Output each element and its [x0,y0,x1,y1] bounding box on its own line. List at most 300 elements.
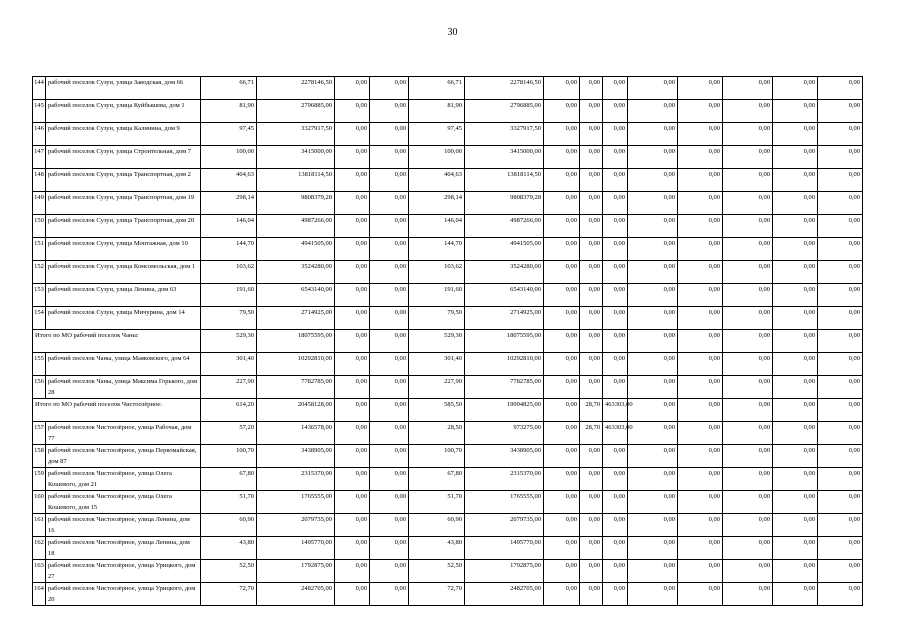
value-cell: 0,00 [678,491,723,514]
value-cell: 0,00 [335,215,370,238]
value-cell: 0,00 [544,353,580,376]
value-cell: 0,00 [678,468,723,491]
value-cell: 0,00 [628,514,678,537]
value-cell: 0,00 [723,146,773,169]
value-cell: 0,00 [678,560,723,583]
value-cell: 0,00 [818,560,863,583]
value-cell: 0,00 [335,445,370,468]
value-cell: 28,70 [580,399,603,422]
row-number: 149 [33,192,46,215]
value-cell: 0,00 [335,261,370,284]
value-cell: 3524280,00 [465,261,544,284]
row-number: 163 [33,560,46,583]
value-cell: 60,90 [409,514,465,537]
value-cell: 3438905,00 [465,445,544,468]
value-cell: 0,00 [773,514,818,537]
value-cell: 0,00 [370,238,409,261]
address-cell: рабочий поселок Сузун, улица Транспортная, дом 20 [46,215,201,238]
value-cell: 0,00 [544,146,580,169]
value-cell: 0,00 [628,261,678,284]
value-cell: 0,00 [628,77,678,100]
value-cell: 0,00 [678,284,723,307]
value-cell: 100,70 [201,445,257,468]
address-cell: рабочий поселок Чистоозёрное, улица Олега Кошевого, дом 15 [46,491,201,514]
value-cell: 404,63 [409,169,465,192]
value-cell: 0,00 [723,491,773,514]
value-cell: 0,00 [818,491,863,514]
row-number: 152 [33,261,46,284]
value-cell: 0,00 [580,123,603,146]
value-cell: 0,00 [544,468,580,491]
address-cell: рабочий поселок Чистоозёрное, улица Олега Кошевого, дом 21 [46,468,201,491]
address-cell: рабочий поселок Чистоозёрное, улица Рабочая, дом 77 [46,422,201,445]
value-cell: 0,00 [580,330,603,353]
value-cell: 0,00 [603,261,628,284]
value-cell: 0,00 [628,330,678,353]
value-cell: 0,00 [370,100,409,123]
value-cell: 0,00 [723,123,773,146]
value-cell: 0,00 [773,77,818,100]
address-cell: рабочий поселок Чистоозёрное, улица Ленина, дом 18 [46,537,201,560]
value-cell: 0,00 [335,238,370,261]
table-row [33,399,863,422]
value-cell: 18075595,00 [465,330,544,353]
value-cell: 0,00 [628,537,678,560]
value-cell: 0,00 [370,583,409,606]
value-cell: 1495770,00 [257,537,335,560]
value-cell: 0,00 [544,238,580,261]
value-cell: 0,00 [335,376,370,399]
value-cell: 0,00 [580,514,603,537]
value-cell: 0,00 [723,399,773,422]
value-cell: 0,00 [773,399,818,422]
value-cell: 0,00 [628,146,678,169]
value-cell: 0,00 [370,261,409,284]
row-number: 153 [33,284,46,307]
value-cell: 0,00 [603,514,628,537]
value-cell: 0,00 [603,468,628,491]
value-cell: 81,90 [409,100,465,123]
value-cell: 0,00 [723,192,773,215]
value-cell: 79,50 [409,307,465,330]
value-cell: 0,00 [818,238,863,261]
value-cell: 0,00 [628,284,678,307]
value-cell: 0,00 [773,169,818,192]
value-cell: 144,70 [409,238,465,261]
address-cell: рабочий поселок Сузун, улица Заводская, дом 66 [46,77,201,100]
value-cell: 0,00 [603,100,628,123]
value-cell: 0,00 [370,353,409,376]
value-cell: 0,00 [678,353,723,376]
table-row [33,100,863,123]
value-cell: 0,00 [723,215,773,238]
value-cell: 28,70 [580,422,603,445]
row-number: 150 [33,215,46,238]
value-cell: 67,80 [409,468,465,491]
value-cell: 7782785,00 [465,376,544,399]
value-cell: 0,00 [335,192,370,215]
value-cell: 2482705,00 [465,583,544,606]
value-cell: 67,80 [201,468,257,491]
value-cell: 0,00 [628,123,678,146]
value-cell: 0,00 [335,307,370,330]
value-cell: 0,00 [544,284,580,307]
value-cell: 0,00 [603,238,628,261]
table-row [33,307,863,330]
value-cell: 52,50 [409,560,465,583]
value-cell: 529,30 [201,330,257,353]
value-cell: 66,71 [201,77,257,100]
value-cell: 6543140,00 [465,284,544,307]
value-cell: 100,00 [201,146,257,169]
value-cell: 0,00 [773,215,818,238]
value-cell: 0,00 [628,422,678,445]
row-number: 148 [33,169,46,192]
value-cell: 51,70 [409,491,465,514]
value-cell: 0,00 [580,537,603,560]
value-cell: 2714925,00 [257,307,335,330]
value-cell: 0,00 [773,468,818,491]
value-cell: 0,00 [773,100,818,123]
value-cell: 0,00 [544,583,580,606]
value-cell: 0,00 [678,192,723,215]
value-cell: 0,00 [773,537,818,560]
value-cell: 0,00 [678,169,723,192]
row-number: 145 [33,100,46,123]
value-cell: 0,00 [544,169,580,192]
value-cell: 0,00 [818,514,863,537]
value-cell: 0,00 [773,284,818,307]
row-number: 144 [33,77,46,100]
value-cell: 0,00 [603,169,628,192]
value-cell: 60,90 [201,514,257,537]
value-cell: 2482705,00 [257,583,335,606]
value-cell: 0,00 [335,491,370,514]
value-cell: 0,00 [818,123,863,146]
value-cell: 0,00 [370,215,409,238]
address-cell: рабочий поселок Сузун, улица Ленина, дом 63 [46,284,201,307]
table-row [33,77,863,100]
row-number: 154 [33,307,46,330]
value-cell: 0,00 [335,560,370,583]
table-row [33,422,863,445]
value-cell: 0,00 [628,353,678,376]
value-cell: 0,00 [678,215,723,238]
value-cell: 3327917,50 [465,123,544,146]
value-cell: 0,00 [370,123,409,146]
value-cell: 0,00 [628,445,678,468]
value-cell: 0,00 [335,77,370,100]
value-cell: 0,00 [818,261,863,284]
table-row [33,169,863,192]
value-cell: 0,00 [544,100,580,123]
value-cell: 298,14 [409,192,465,215]
value-cell: 0,00 [335,169,370,192]
value-cell: 614,20 [201,399,257,422]
value-cell: 0,00 [818,192,863,215]
value-cell: 0,00 [603,284,628,307]
value-cell: 0,00 [723,422,773,445]
address-cell: рабочий поселок Сузун, улица Транспортная, дом 19 [46,192,201,215]
value-cell: 0,00 [544,560,580,583]
value-cell: 0,00 [678,445,723,468]
value-cell: 0,00 [723,468,773,491]
data-table [32,76,863,606]
value-cell: 103,62 [201,261,257,284]
value-cell: 20458128,00 [257,399,335,422]
value-cell: 18075595,00 [257,330,335,353]
value-cell: 1792875,00 [465,560,544,583]
row-number: 162 [33,537,46,560]
value-cell: 43,80 [201,537,257,560]
address-cell: рабочий поселок Чистоозёрное, улица Ленина, дом 16 [46,514,201,537]
value-cell: 0,00 [580,353,603,376]
row-number: 156 [33,376,46,399]
value-cell: 6543140,00 [257,284,335,307]
value-cell: 0,00 [723,376,773,399]
value-cell: 0,00 [723,284,773,307]
value-cell: 13818114,50 [465,169,544,192]
value-cell: 0,00 [335,330,370,353]
value-cell: 0,00 [370,169,409,192]
value-cell: 0,00 [678,307,723,330]
value-cell: 0,00 [628,307,678,330]
value-cell: 1436578,00 [257,422,335,445]
value-cell: 227,90 [409,376,465,399]
value-cell: 100,70 [409,445,465,468]
value-cell: 191,60 [201,284,257,307]
table-row [33,330,863,353]
table-row [33,560,863,583]
value-cell: 0,00 [603,376,628,399]
value-cell: 3524280,00 [257,261,335,284]
value-cell: 66,71 [409,77,465,100]
value-cell: 0,00 [544,376,580,399]
value-cell: 0,00 [370,491,409,514]
value-cell: 2079735,00 [465,514,544,537]
value-cell: 0,00 [580,560,603,583]
value-cell: 0,00 [723,445,773,468]
value-cell: 0,00 [580,491,603,514]
value-cell: 72,70 [409,583,465,606]
value-cell: 529,30 [409,330,465,353]
value-cell: 0,00 [580,215,603,238]
value-cell: 0,00 [580,100,603,123]
value-cell: 0,00 [628,376,678,399]
value-cell: 0,00 [773,583,818,606]
value-cell: 0,00 [818,215,863,238]
value-cell: 0,00 [773,261,818,284]
value-cell: 0,00 [580,445,603,468]
table-row [33,123,863,146]
value-cell: 0,00 [818,422,863,445]
value-cell: 0,00 [370,376,409,399]
value-cell: 0,00 [628,468,678,491]
value-cell: 0,00 [580,169,603,192]
address-cell: рабочий поселок Сузун, улица Мичурина, дом 14 [46,307,201,330]
value-cell: 57,20 [201,422,257,445]
value-cell: 0,00 [335,583,370,606]
value-cell: 0,00 [628,215,678,238]
subtotal-label: Итого по МО рабочий поселок Чаны: [33,330,201,353]
value-cell: 463303,00 [603,422,628,445]
value-cell: 4941505,00 [257,238,335,261]
value-cell: 0,00 [544,491,580,514]
value-cell: 0,00 [544,307,580,330]
value-cell: 0,00 [603,583,628,606]
value-cell: 0,00 [370,77,409,100]
value-cell: 0,00 [370,307,409,330]
row-number: 151 [33,238,46,261]
value-cell: 43,80 [409,537,465,560]
value-cell: 0,00 [603,353,628,376]
row-number: 157 [33,422,46,445]
value-cell: 0,00 [335,422,370,445]
value-cell: 0,00 [544,123,580,146]
value-cell: 0,00 [580,583,603,606]
value-cell: 0,00 [678,514,723,537]
value-cell: 0,00 [773,123,818,146]
value-cell: 0,00 [773,330,818,353]
value-cell: 0,00 [603,330,628,353]
value-cell: 0,00 [580,146,603,169]
table-row [33,468,863,491]
value-cell: 9808379,28 [257,192,335,215]
value-cell: 0,00 [370,146,409,169]
value-cell: 52,50 [201,560,257,583]
value-cell: 0,00 [603,215,628,238]
value-cell: 2278146,50 [465,77,544,100]
value-cell: 0,00 [678,376,723,399]
value-cell: 0,00 [723,514,773,537]
value-cell: 0,00 [723,330,773,353]
value-cell: 0,00 [544,192,580,215]
value-cell: 463303,00 [603,399,628,422]
value-cell: 0,00 [678,330,723,353]
value-cell: 146,04 [409,215,465,238]
value-cell: 0,00 [818,146,863,169]
value-cell: 0,00 [544,330,580,353]
value-cell: 2278146,50 [257,77,335,100]
table-row [33,514,863,537]
table-row [33,376,863,399]
row-number: 147 [33,146,46,169]
table-row [33,215,863,238]
value-cell: 0,00 [818,445,863,468]
value-cell: 0,00 [603,123,628,146]
value-cell: 0,00 [370,422,409,445]
value-cell: 9808379,28 [465,192,544,215]
value-cell: 0,00 [628,192,678,215]
value-cell: 973275,00 [465,422,544,445]
value-cell: 103,62 [409,261,465,284]
value-cell: 19994825,00 [465,399,544,422]
value-cell: 0,00 [370,399,409,422]
value-cell: 0,00 [544,77,580,100]
address-cell: рабочий поселок Сузун, улица Калинина, дом 9 [46,123,201,146]
address-cell: рабочий поселок Сузун, улица Куйбышева, дом 1 [46,100,201,123]
value-cell: 0,00 [818,169,863,192]
value-cell: 0,00 [603,445,628,468]
table-row [33,261,863,284]
value-cell: 0,00 [678,399,723,422]
value-cell: 0,00 [818,353,863,376]
value-cell: 0,00 [818,399,863,422]
value-cell: 0,00 [603,560,628,583]
value-cell: 1792875,00 [257,560,335,583]
value-cell: 51,70 [201,491,257,514]
value-cell: 0,00 [580,77,603,100]
value-cell: 13818114,50 [257,169,335,192]
value-cell: 2796885,00 [465,100,544,123]
value-cell: 0,00 [678,123,723,146]
value-cell: 404,63 [201,169,257,192]
value-cell: 0,00 [544,215,580,238]
value-cell: 0,00 [818,284,863,307]
value-cell: 301,40 [409,353,465,376]
value-cell: 0,00 [544,261,580,284]
value-cell: 7782785,00 [257,376,335,399]
value-cell: 0,00 [678,261,723,284]
value-cell: 3327917,50 [257,123,335,146]
value-cell: 4987266,00 [465,215,544,238]
value-cell: 0,00 [628,169,678,192]
value-cell: 72,70 [201,583,257,606]
value-cell: 0,00 [580,192,603,215]
value-cell: 0,00 [580,468,603,491]
value-cell: 0,00 [773,353,818,376]
value-cell: 0,00 [818,583,863,606]
value-cell: 227,90 [201,376,257,399]
value-cell: 144,70 [201,238,257,261]
value-cell: 0,00 [370,468,409,491]
value-cell: 0,00 [603,537,628,560]
value-cell: 0,00 [723,560,773,583]
value-cell: 0,00 [544,514,580,537]
value-cell: 0,00 [544,399,580,422]
value-cell: 0,00 [678,583,723,606]
value-cell: 2315370,00 [465,468,544,491]
value-cell: 0,00 [818,537,863,560]
table-row [33,284,863,307]
value-cell: 298,14 [201,192,257,215]
value-cell: 0,00 [335,468,370,491]
value-cell: 0,00 [335,353,370,376]
row-number: 164 [33,583,46,606]
value-cell: 0,00 [370,537,409,560]
value-cell: 28,50 [409,422,465,445]
row-number: 155 [33,353,46,376]
value-cell: 0,00 [773,560,818,583]
value-cell: 0,00 [580,307,603,330]
value-cell: 3438905,00 [257,445,335,468]
value-cell: 1765555,00 [257,491,335,514]
value-cell: 0,00 [773,491,818,514]
address-cell: рабочий поселок Сузун, улица Строительная, дом 7 [46,146,201,169]
address-cell: рабочий поселок Чистоозёрное, улица Первомайская, дом 87 [46,445,201,468]
value-cell: 0,00 [335,100,370,123]
value-cell: 0,00 [335,399,370,422]
value-cell: 0,00 [603,146,628,169]
address-cell: рабочий поселок Сузун, улица Монтажная, дом 10 [46,238,201,261]
value-cell: 0,00 [370,514,409,537]
value-cell: 0,00 [723,77,773,100]
value-cell: 0,00 [628,100,678,123]
value-cell: 0,00 [370,445,409,468]
value-cell: 10292810,00 [257,353,335,376]
value-cell: 0,00 [544,537,580,560]
value-cell: 1495770,00 [465,537,544,560]
